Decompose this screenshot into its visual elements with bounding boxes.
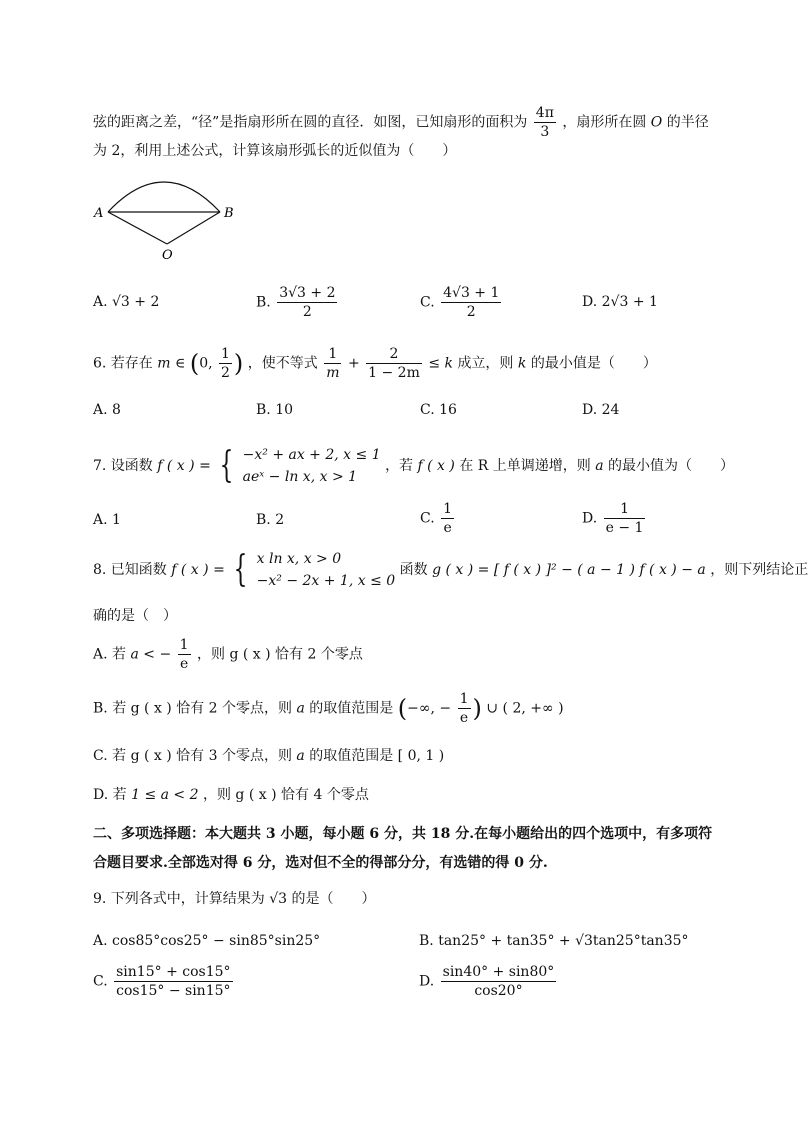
q5-option-a[interactable]: [93, 292, 159, 312]
q6-prefix: 6. 若存在: [93, 355, 153, 372]
q7-option-d-den: e − 1: [605, 520, 644, 536]
q8-option-a[interactable]: [93, 636, 363, 673]
q8-option-a-ineq: a < −: [130, 646, 172, 663]
q6-frac-2: [366, 345, 422, 382]
q5-text-o: O: [650, 114, 663, 131]
q7-option-a[interactable]: A. 1: [93, 512, 121, 528]
q5-area-den: 3: [540, 124, 550, 140]
q8-line-2: 确的是（ ）: [93, 608, 177, 624]
q8-option-b-num: 1: [459, 691, 469, 707]
q9-option-b[interactable]: [419, 931, 689, 951]
q6-interval-left: 0,: [199, 355, 213, 372]
q8-gx: g ( x ) = [ f ( x ) ]² − ( a − 1 ) f ( x ) − a: [432, 562, 706, 578]
sector-radius-a: [108, 212, 167, 244]
q8-option-b-union: ∪ ( 2, +∞ ): [486, 700, 564, 717]
q8-mid: 函数: [399, 562, 428, 578]
q6-frac-1-den: m: [326, 365, 340, 381]
q9-option-c-den: cos15° − sin15°: [116, 983, 231, 999]
q8-option-a-fraction: [178, 636, 191, 673]
q5-text-d: 的半径: [666, 114, 709, 131]
q8-option-c-a: a: [296, 748, 305, 764]
q9-option-c[interactable]: [93, 963, 235, 1000]
q8-fx: f ( x ) =: [171, 562, 225, 578]
q8-option-a-suffix: ，则 g ( x ) 恰有 2 个零点: [197, 646, 363, 663]
q9-option-d-fraction: [441, 963, 557, 1000]
q6-plus: +: [347, 355, 360, 372]
q8-option-c-mid: 的取值范围是: [309, 748, 394, 764]
q5-option-c-label: C.: [420, 294, 435, 311]
q5-option-b-label: B.: [256, 294, 271, 311]
q9-option-c-num: sin15° + cos15°: [116, 964, 231, 980]
q8-option-b-a: a: [296, 700, 305, 717]
q6-le-k: ≤ k: [428, 355, 453, 372]
q5-option-c-den: 2: [466, 304, 476, 320]
q8-option-b-fraction: [458, 690, 471, 727]
section-2-heading-line-1: 二、多项选择题：本大题共 3 小题，每小题 6 分，共 18 分.在每小题给出的四个选项中，有多项符: [93, 826, 713, 842]
q8-option-a-prefix: A. 若: [93, 646, 127, 663]
q9-option-c-label: C.: [93, 973, 108, 990]
label-b: B: [224, 206, 234, 221]
q6-option-d[interactable]: D. 24: [582, 402, 620, 418]
q7-fx: f ( x ) =: [157, 458, 211, 474]
q8-option-c-interval: [ 0, 1 ): [397, 748, 445, 764]
q7-fx-2: f ( x ): [417, 458, 455, 474]
q7-a: a: [595, 458, 604, 474]
q8-case-2: −x² − 2x + 1, x ≤ 0: [256, 573, 396, 589]
q5-option-b-num: 3√3 + 2: [279, 285, 336, 301]
q7-option-c-den: e: [443, 520, 452, 536]
q6-k: k: [517, 355, 527, 372]
q7-case-2: aeˣ − ln x, x > 1: [242, 469, 358, 485]
q8-option-d-prefix: D. 若: [93, 787, 127, 803]
q5-option-b[interactable]: [256, 284, 339, 321]
q5-area-num: 4π: [535, 105, 554, 121]
q8-option-b-den: e: [459, 710, 469, 726]
q7-suffix: 的最小值为（ ）: [608, 458, 735, 474]
sector-arc: [108, 182, 220, 212]
q9-option-a-text: cos85°cos25° − sin85°sin25°: [112, 933, 321, 949]
q5-option-b-den: 2: [302, 304, 312, 320]
q5-option-d-label: D.: [582, 294, 598, 310]
q9-option-b-text: tan25° + tan35° + √3tan25°tan35°: [438, 933, 689, 949]
q8-option-a-num: 1: [179, 637, 189, 653]
label-o: O: [162, 248, 173, 263]
q8-case-1: x ln x, x > 0: [256, 551, 342, 567]
q5-text-line-1: [93, 104, 709, 141]
q5-option-d[interactable]: [582, 292, 658, 312]
q8-suffix: ，则下列结论正: [710, 562, 808, 578]
section-2-heading-line-2: 合题目要求.全部选对得 6 分，选对但不全的得部分分，有选错的得 0 分.: [93, 855, 548, 871]
q8-stem: 8. 已知函数 f ( x ) = { x ln x, x > 0 −x² − 2x + 1, x ≤ 0 函数 g ( x ) = [ f ( x ) ]² − ( a − 1 ) f ( x ) − a ，则下列结论正: [93, 549, 808, 590]
q8-option-d-ineq: 1 ≤ a < 2: [131, 787, 199, 803]
q6-frac-1-num: 1: [324, 345, 341, 364]
q7-case-1: −x² + ax + 2, x ≤ 1: [242, 447, 381, 463]
q5-option-a-text: √3 + 2: [112, 294, 160, 310]
sector-figure: [90, 170, 250, 265]
q8-option-c-prefix: C. 若 g ( x ) 恰有 3 个零点，则: [93, 748, 292, 764]
q8-option-b-mid: 的取值范围是: [309, 700, 394, 717]
q5-text-line-2: 为 2，利用上述公式，计算该扇形弧长的近似值为（ ）: [93, 143, 457, 159]
q7-option-d[interactable]: [582, 500, 647, 537]
q6-stem: 6. 若存在 m ∈ (0, $\frac{1}{2}$ ) ，使不等式 $\frac{1}{m}$ + $\frac{2}{1 - 2m}$ ≤ k 成立，则 k 的最小值是（ ）: [93, 346, 657, 381]
q7-option-c[interactable]: [420, 500, 456, 537]
q6-mid: ，使不等式: [247, 355, 318, 372]
q9-option-c-fraction: [114, 963, 232, 1000]
q6-suffix: 成立，则: [457, 355, 514, 372]
q7-option-d-num: 1: [604, 500, 646, 519]
q7-cases: [243, 444, 381, 488]
q7-mid-2: 在 R 上单调递增，则: [459, 458, 591, 474]
q8-option-a-den: e: [179, 656, 189, 672]
q6-option-b[interactable]: B. 10: [256, 402, 294, 418]
q5-text-a: 弦的距离之差，“径”是指扇形所在圆的直径．如图，已知扇形的面积为: [93, 114, 528, 131]
q5-option-c[interactable]: [420, 284, 503, 321]
q6-m-in: m ∈: [157, 355, 186, 372]
q7-option-d-label: D.: [582, 510, 598, 527]
q6-half-fraction: [219, 345, 232, 382]
q7-option-c-label: C.: [420, 510, 435, 527]
q5-text-b: ，扇形所在圆: [562, 114, 647, 131]
q9-option-d[interactable]: [419, 963, 558, 1000]
q8-cases: [257, 548, 396, 592]
q7-prefix: 7. 设函数: [93, 458, 153, 474]
q8-option-b-interval: −∞, −: [407, 700, 452, 717]
q7-option-c-num: 1: [443, 501, 453, 517]
q6-frac-1: [324, 345, 341, 382]
q8-option-b-prefix: B. 若 g ( x ) 恰有 2 个零点，则: [93, 700, 293, 717]
q8-option-d[interactable]: [93, 785, 369, 805]
q8-option-d-suffix: ，则 g ( x ) 恰有 4 个零点: [202, 787, 369, 803]
q7-option-c-fraction: [441, 500, 454, 537]
q6-frac-2-num: 2: [366, 345, 422, 364]
q7-option-d-fraction: [604, 500, 646, 537]
q9-suffix: 的是（ ）: [291, 891, 376, 907]
q6-suffix-2: 的最小值是（ ）: [530, 355, 657, 372]
label-a: A: [94, 206, 104, 221]
q9-prefix: 9. 下列各式中，计算结果为: [93, 891, 265, 907]
q7-mid: ，若: [385, 458, 414, 474]
q8-prefix: 8. 已知函数: [93, 562, 167, 578]
q6-half-den: 2: [221, 365, 230, 381]
q9-stem: [93, 889, 376, 909]
q5-option-c-fraction: [441, 284, 501, 321]
q8-option-c[interactable]: [93, 746, 444, 766]
q6-option-a[interactable]: A. 8: [93, 402, 121, 418]
q6-option-c[interactable]: C. 16: [420, 402, 457, 418]
q9-sqrt3: √3: [269, 891, 288, 907]
q7-stem: 7. 设函数 f ( x ) = { −x² + ax + 2, x ≤ 1 aeˣ − ln x, x > 1 ，若 f ( x ) 在 R 上单调递增，则 a 的最小值为（ ）: [93, 445, 735, 486]
q5-option-d-text: 2√3 + 1: [601, 294, 658, 310]
q6-frac-2-den: 1 − 2m: [368, 365, 420, 381]
q9-option-d-label: D.: [419, 973, 435, 990]
q5-option-c-num: 4√3 + 1: [443, 285, 500, 301]
q7-option-b[interactable]: B. 2: [256, 512, 285, 528]
q5-area-fraction: [534, 104, 556, 141]
q5-option-a-label: A.: [93, 294, 108, 310]
q8-option-b[interactable]: B. 若 g ( x ) 恰有 2 个零点，则 a 的取值范围是 (−∞, − $\frac{1}{e}$ ) ∪ ( 2, +∞ ): [93, 691, 564, 726]
q6-half-num: 1: [221, 346, 230, 362]
q9-option-d-den: cos20°: [474, 983, 523, 999]
q5-option-b-fraction: [277, 284, 337, 321]
q9-option-a-label: A.: [93, 933, 108, 949]
sector-radius-b: [167, 212, 220, 244]
q9-option-a[interactable]: [93, 931, 320, 951]
q9-option-b-label: B.: [419, 933, 434, 949]
q9-option-d-num: sin40° + sin80°: [442, 964, 555, 980]
